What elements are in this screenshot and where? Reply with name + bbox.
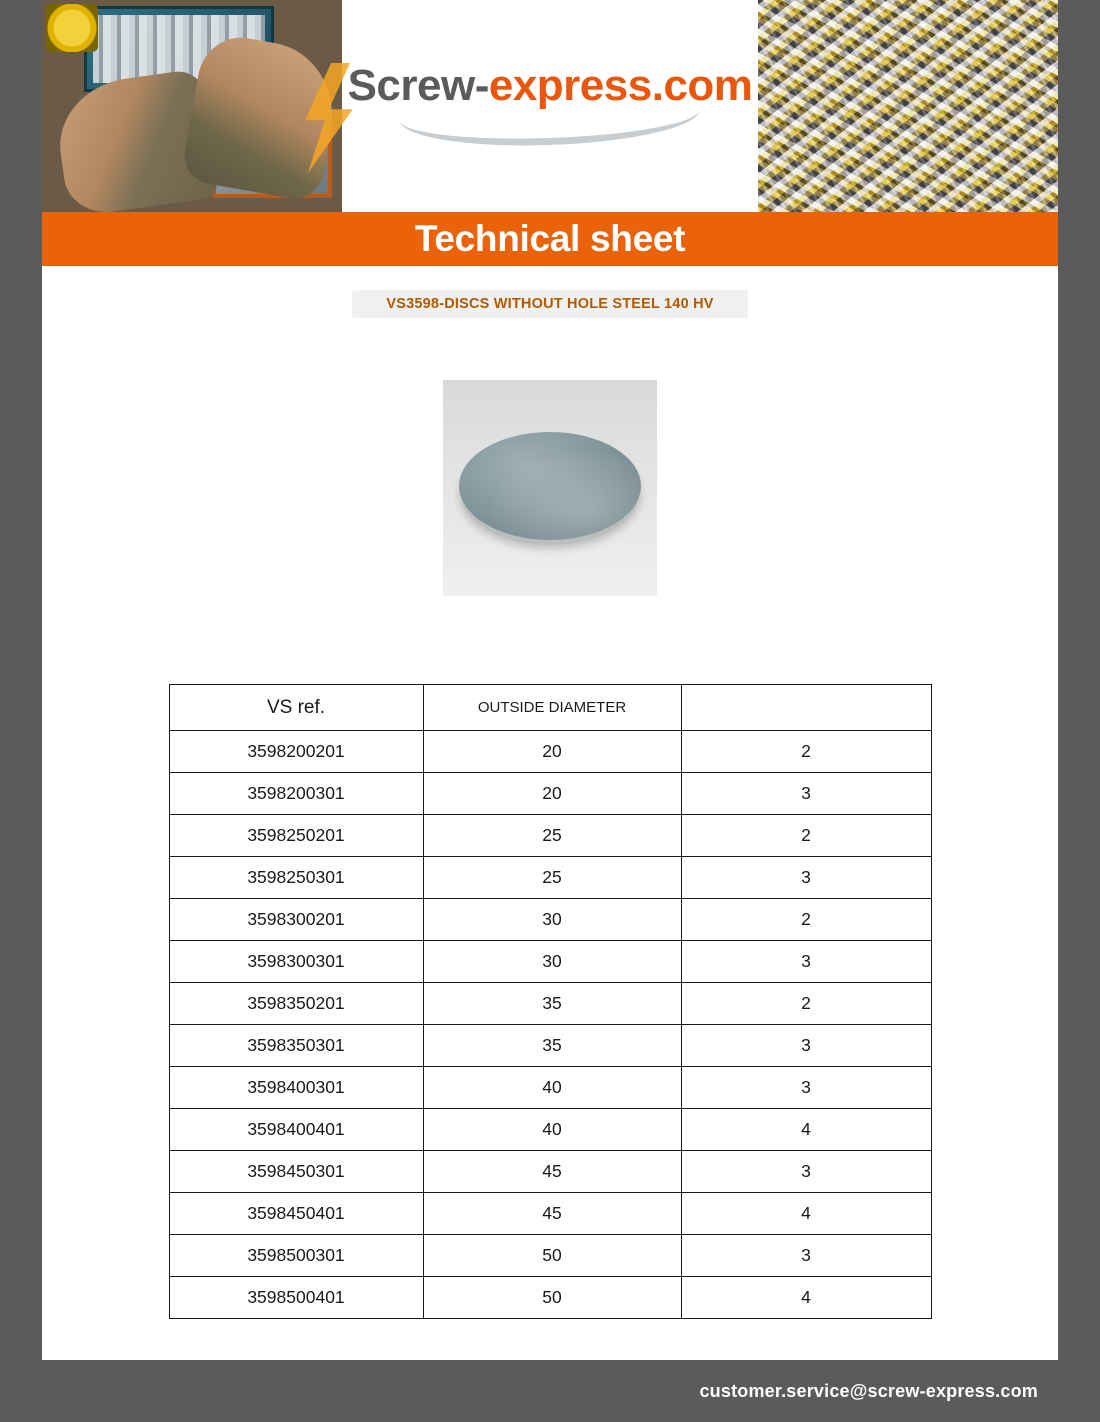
cell-outside-diameter: 40 [423, 1109, 681, 1151]
cell-thickness: 3 [681, 857, 931, 899]
column-header-thickness [681, 685, 931, 731]
cell-ref: 3598250201 [169, 815, 423, 857]
table-row [169, 731, 931, 773]
cell-thickness: 3 [681, 1151, 931, 1193]
cell-thickness: 3 [681, 1235, 931, 1277]
logo-text [348, 61, 753, 111]
logo-swoosh-icon [400, 110, 701, 150]
table-row [169, 1151, 931, 1193]
cell-outside-diameter: 45 [423, 1151, 681, 1193]
cell-ref: 3598300301 [169, 941, 423, 983]
cell-thickness: 2 [681, 899, 931, 941]
table-row [169, 1193, 931, 1235]
page-title: Technical sheet [414, 218, 686, 259]
title-banner [42, 212, 1058, 266]
cell-outside-diameter: 40 [423, 1067, 681, 1109]
cell-thickness: 3 [681, 1025, 931, 1067]
cell-thickness: 2 [681, 815, 931, 857]
cell-thickness: 2 [681, 983, 931, 1025]
cell-outside-diameter: 35 [423, 1025, 681, 1067]
cell-ref: 3598300201 [169, 899, 423, 941]
cell-ref: 3598400301 [169, 1067, 423, 1109]
contact-email: customer.service@screw-express.com [699, 1380, 1038, 1401]
cell-thickness: 2 [681, 731, 931, 773]
spec-table-zone [42, 596, 1058, 1319]
page-footer [0, 1360, 1100, 1422]
cell-outside-diameter: 50 [423, 1235, 681, 1277]
cell-thickness: 3 [681, 941, 931, 983]
cell-outside-diameter: 30 [423, 899, 681, 941]
cell-ref: 3598350201 [169, 983, 423, 1025]
logo-text-main: Screw- [347, 61, 489, 110]
table-row [169, 1067, 931, 1109]
cell-ref: 3598450301 [169, 1151, 423, 1193]
table-row [169, 773, 931, 815]
page-header [42, 0, 1058, 212]
table-row [169, 857, 931, 899]
cell-outside-diameter: 25 [423, 815, 681, 857]
cell-thickness: 3 [681, 1067, 931, 1109]
table-row [169, 815, 931, 857]
product-subtitle: VS3598-DISCS WITHOUT HOLE STEEL 140 HV [352, 290, 747, 318]
cell-outside-diameter: 30 [423, 941, 681, 983]
cell-ref: 3598500401 [169, 1277, 423, 1319]
column-header-ref: VS ref. [169, 685, 423, 731]
cell-ref: 3598200301 [169, 773, 423, 815]
logo-text-accent: express.com [488, 61, 753, 110]
cell-ref: 3598400401 [169, 1109, 423, 1151]
table-header-row [169, 685, 931, 731]
cell-ref: 3598200201 [169, 731, 423, 773]
brand-logo [342, 0, 758, 212]
cell-thickness: 3 [681, 773, 931, 815]
subtitle-zone [42, 266, 1058, 318]
cell-thickness: 4 [681, 1193, 931, 1235]
tape-measure-graphic [46, 4, 98, 52]
table-row [169, 1025, 931, 1067]
spec-table [169, 684, 932, 1319]
table-row [169, 983, 931, 1025]
cell-thickness: 4 [681, 1109, 931, 1151]
table-row [169, 1109, 931, 1151]
cell-outside-diameter: 25 [423, 857, 681, 899]
table-row [169, 1235, 931, 1277]
product-image-zone [42, 318, 1058, 596]
cell-ref: 3598250301 [169, 857, 423, 899]
table-row [169, 899, 931, 941]
cell-ref: 3598350301 [169, 1025, 423, 1067]
cell-ref: 3598450401 [169, 1193, 423, 1235]
cell-outside-diameter: 50 [423, 1277, 681, 1319]
steel-disc-graphic [459, 432, 641, 540]
table-row [169, 1277, 931, 1319]
cell-thickness: 4 [681, 1277, 931, 1319]
table-row [169, 941, 931, 983]
header-photo-left [42, 0, 342, 212]
product-image [443, 380, 657, 596]
header-photo-right [758, 0, 1058, 212]
cell-outside-diameter: 45 [423, 1193, 681, 1235]
cell-outside-diameter: 20 [423, 731, 681, 773]
workbench-photo [42, 0, 342, 212]
cell-outside-diameter: 20 [423, 773, 681, 815]
column-header-outside-diameter: OUTSIDE DIAMETER [423, 685, 681, 731]
cell-outside-diameter: 35 [423, 983, 681, 1025]
cell-ref: 3598500301 [169, 1235, 423, 1277]
